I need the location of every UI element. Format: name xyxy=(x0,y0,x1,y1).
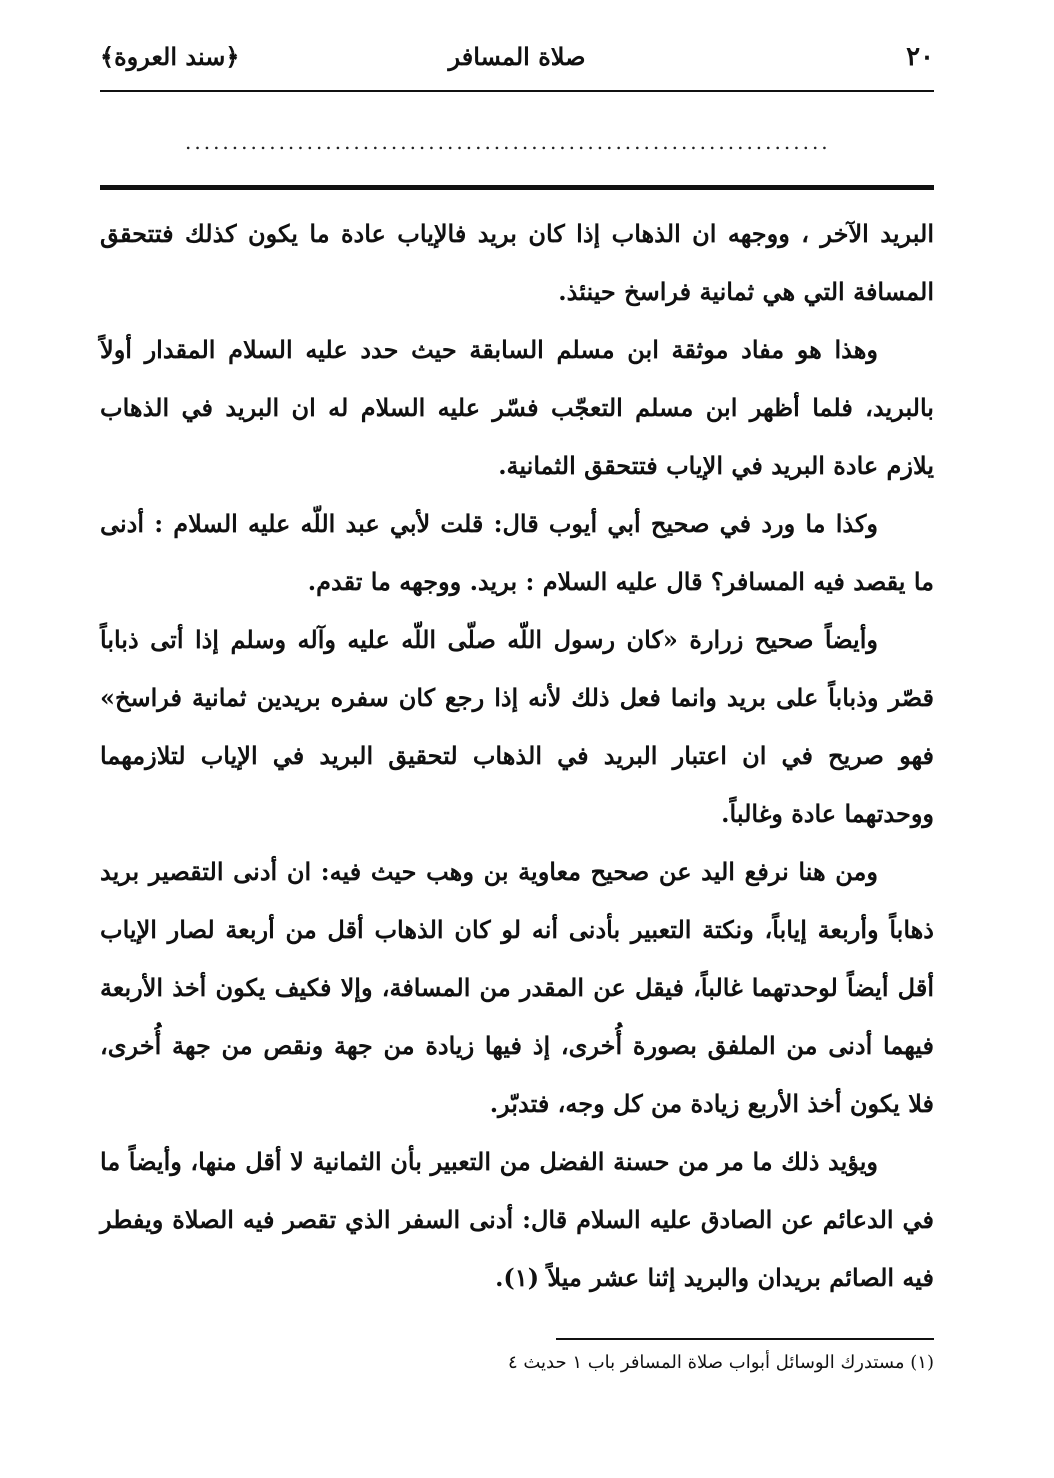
paragraph: وأيضاً صحيح زرارة «كان رسول اللّه صلّى اللّه عليه وآله وسلم إذا أتى ذباباً قصّر وذباباً على بريد وانما فعل ذلك لأنه إذا رجع كان سفره بريدين ثمانية فراسخ» فهو صريح في ان اعتبار البريد في الذهاب لتحقيق البريد في الإياب لتلازمهما ووحدتهما عادة وغالباً. xyxy=(100,625,934,828)
footnote: (١) مستدرك الوسائل أبواب صلاة المسافر باب ١ حديث ٤ xyxy=(507,1352,934,1373)
main-text xyxy=(100,205,934,1307)
section-rule xyxy=(100,185,934,190)
paragraph: ويؤيد ذلك ما مر من حسنة الفضل من التعبير بأن الثمانية لا أقل منها، وأيضاً ما في الدعائم عن الصادق عليه السلام قال: أدنى السفر الذي تقصر فيه الصلاة ويفطر فيه الصائم بريدان والبريد إثنا عشر ميلاً (١). xyxy=(100,1147,934,1292)
page-number: ٢٠ xyxy=(906,42,934,72)
series-title: ﴿سند العروة﴾ xyxy=(100,42,240,71)
paragraph: وكذا ما ورد في صحيح أبي أيوب قال: قلت لأبي عبد اللّه عليه السلام : أدنى ما يقصد فيه المسافر؟ قال عليه السلام : بريد. ووجهه ما تقدم. xyxy=(100,509,934,596)
chapter-title: صلاة المسافر xyxy=(448,42,586,71)
paragraph: ومن هنا نرفع اليد عن صحيح معاوية بن وهب حيث فيه: ان أدنى التقصير بريد ذهاباً وأربعة إياباً، ونكتة التعبير بأدنى أنه لو كان الذهاب أقل من أربعة لصار الإياب أقل أيضاً لوحدتهما غالباً، فيقل عن المقدر من المسافة، وإلا فكيف يكون أخذ الأربعة فيهما أدنى من الملفق بصورة أُخرى، إذ فيها زيادة من جهة ونقص من جهة أُخرى، فلا يكون أخذ الأربع زيادة من كل وجه، فتدبّر. xyxy=(100,857,934,1118)
running-header xyxy=(100,40,934,90)
footnote-rule xyxy=(556,1338,934,1340)
paragraph: وهذا هو مفاد موثقة ابن مسلم السابقة حيث حدد عليه السلام المقدار أولاً بالبريد، فلما أظهر ابن مسلم التعجّب فسّر عليه السلام له ان البريد في الذهاب يلازم عادة البريد في الإياب فتتحقق الثمانية. xyxy=(100,335,934,480)
omission-dots: ..................................................................... xyxy=(185,130,831,154)
paragraph: البريد الآخر ، ووجهه ان الذهاب إذا كان بريد فالإياب عادة ما يكون كذلك فتتحقق المسافة التي هي ثمانية فراسخ حينئذ. xyxy=(100,219,934,306)
header-rule xyxy=(100,90,934,92)
